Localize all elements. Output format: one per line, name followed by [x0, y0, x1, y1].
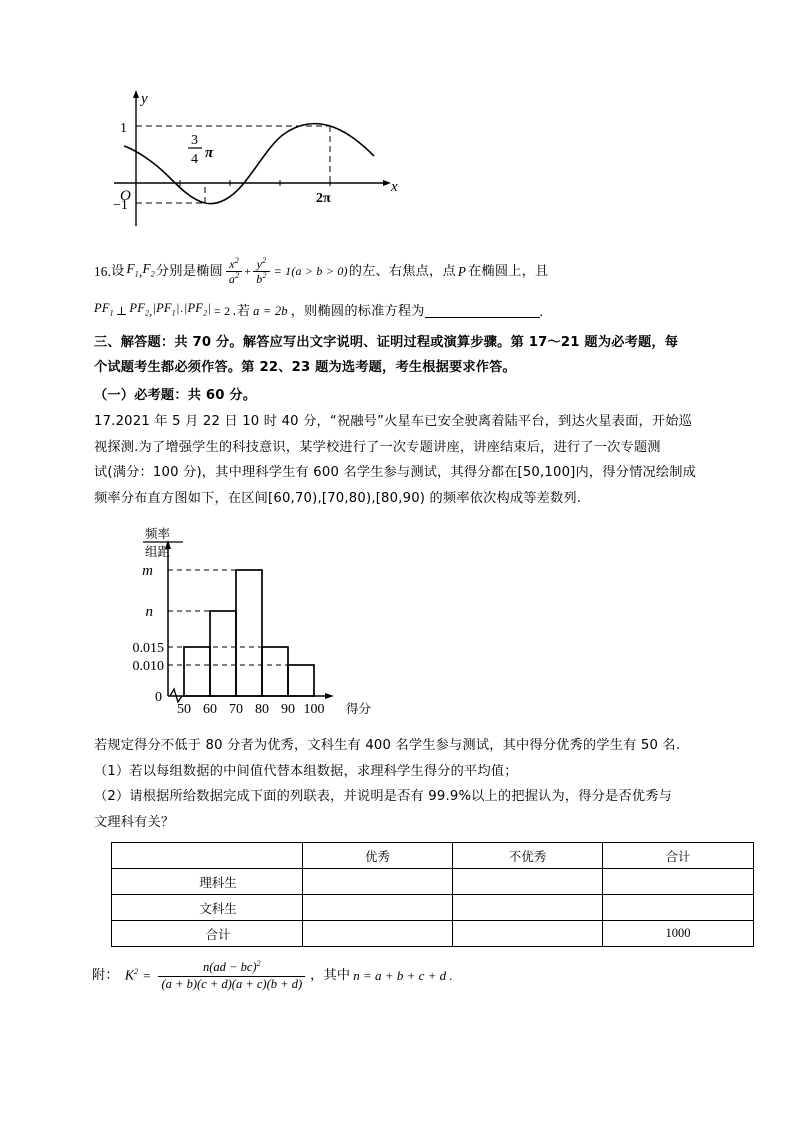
q17-part-1: （1）若以每组数据的中间值代替本组数据，求理科学生得分的平均值； [94, 763, 518, 779]
q16-text-d: 在椭圆上，且 [468, 263, 549, 279]
q16-text-ruo: .若 [232, 303, 251, 319]
histogram-bar-80-90 [262, 647, 288, 696]
x-axis-arrow [383, 180, 391, 186]
q17-part-2-line-1: （2）请根据所给数据完成下面的列联表，并说明是否有 99.9%以上的把握认为，得分是否优秀与 [94, 789, 672, 804]
x-tick-2pi-label: 2π [316, 191, 331, 206]
table-row [112, 895, 754, 921]
histogram-ytick-n: n [145, 604, 153, 620]
table-col-header-total: 合计 [603, 843, 754, 869]
histogram-xtick-60: 60 [203, 702, 217, 717]
section-3-subheading: （一）必考题：共 60 分。 [94, 388, 257, 403]
x-tick-3-numerator: 3 [191, 133, 198, 148]
q16-text-a: 设 [111, 263, 125, 279]
footnote-equals: = [143, 967, 151, 983]
table-row [112, 921, 754, 947]
q16-frac-x2-a2: $\frac{x^2}{a^2}$ [226, 257, 242, 286]
histogram-origin-label: 0 [155, 690, 162, 705]
table-row-label-total: 合计 [112, 921, 303, 947]
histogram-svg [120, 524, 420, 724]
x-tick-4-denominator: 4 [191, 152, 198, 167]
footnote-n-definition: n = a + b + c + d [353, 967, 447, 983]
question-17-continued [94, 733, 734, 835]
q16-text-standard-eq: ，则椭圆的标准方程为 [290, 303, 425, 319]
q16-line-1: 16. 设 $F_1$ , $F_2$ 分别是椭圆 $\frac{x^2}{a^2}$ + $\frac{y^2}{b^2}$ = 1(a > b > 0) 的左、右焦点，点 P 在椭圆上，且 [94, 255, 549, 286]
x-tick-pi-unit: π [205, 145, 214, 161]
q17-line-1: 17.2021 年 5 月 22 日 10 时 40 分，“祝融号”火星车已安全驶离着陆平台，到达火星表面，开始巡 [94, 414, 693, 429]
sine-curve-figure [108, 84, 408, 234]
q16-ellipse-equation [224, 257, 348, 286]
q16-abs-pf1: $|PF_1|$ [152, 301, 180, 318]
histogram-xtick-90: 90 [281, 702, 295, 717]
histogram-xtick-50: 50 [177, 702, 191, 717]
table-corner-cell [112, 843, 303, 869]
histogram-xtick-80: 80 [255, 702, 269, 717]
q17-line-3: 试(满分：100 分)，其中理科学生有 600 名学生参与测试，其得分都在[50,100]内，得分情况绘制成 [94, 465, 696, 480]
q16-pf1-perp: $PF_1$ [94, 301, 114, 318]
q16-text-b: 分别是椭圆 [155, 263, 223, 279]
footnote-k-squared: $K^2$ [124, 966, 139, 984]
histogram-figure [120, 524, 420, 724]
table-row [112, 869, 754, 895]
table-cell[interactable] [453, 869, 603, 895]
footnote-formula [92, 960, 452, 991]
histogram-xtick-100: 100 [303, 702, 325, 717]
sine-curve-path [124, 124, 374, 204]
histogram-x-arrow [325, 693, 334, 699]
table-cell[interactable] [603, 869, 754, 895]
q16-abs-pf2: $|PF_2|$ [183, 301, 211, 318]
x-axis-label: x [391, 179, 398, 195]
table-cell[interactable] [453, 921, 603, 947]
q16-answer-blank[interactable] [425, 304, 540, 318]
histogram-ytick-m: m [142, 563, 153, 579]
origin-label: O [120, 188, 131, 204]
histogram-xtick-70: 70 [229, 702, 243, 717]
table-cell[interactable] [303, 869, 453, 895]
histogram-ytick-0010: 0.010 [132, 659, 164, 674]
q16-number: 16. [94, 263, 112, 279]
table-row-label-science: 理科生 [112, 869, 303, 895]
footnote-k-fraction [158, 960, 305, 991]
table-cell-grand-total[interactable]: 1000 [603, 921, 754, 947]
footnote-where-label: 其中 [323, 968, 351, 984]
question-17-statement [94, 409, 734, 511]
q17-line-2: 视探测.为了增强学生的科技意识，某学校进行了一次专题讲座，讲座结束后，进行了一次专题测 [94, 439, 661, 455]
histogram-bar-90-100 [288, 665, 314, 696]
table-col-header-not-excellent: 不优秀 [453, 843, 603, 869]
q16-product-value: = 2 [213, 303, 231, 318]
q16-a-eq-2b: a = 2b [253, 303, 288, 318]
q16-point-p: P [457, 263, 467, 279]
footnote-denominator: (a + b)(c + d)(a + c)(b + d) [158, 976, 305, 992]
section-3-heading-line-1: 三、解答题：共 70 分。解答应写出文字说明、证明过程或演算步骤。第 17～21 题为必考题，每 [94, 335, 679, 350]
y-tick-neg1-label: −1 [113, 198, 128, 213]
sine-curve-svg [108, 84, 408, 234]
q17-after-chart: 若规定得分不低于 80 分者为优秀，文科生有 400 名学生参与测试，其中得分优秀的学生有 50 名. [94, 738, 681, 753]
footnote-numerator: n(ad − bc)$^2$ [203, 959, 261, 975]
table-cell[interactable] [303, 921, 453, 947]
histogram-bar-60-70 [210, 611, 236, 696]
histogram-bar-70-80 [236, 570, 262, 696]
table-cell[interactable] [453, 895, 603, 921]
footnote-period: . [449, 967, 453, 983]
q16-line-2: $PF_1$ ⊥ $PF_2$ , $|PF_1|$ · $|PF_2|$ = 2 .若 a = 2b ，则椭圆的标准方程为 . [94, 298, 734, 324]
contingency-table [111, 842, 754, 947]
footnote-comma: ， [310, 968, 324, 984]
table-row-label-liberal-arts: 文科生 [112, 895, 303, 921]
contingency-table-wrapper [111, 842, 754, 947]
y-axis-arrow [133, 90, 139, 98]
footnote-prefix: 附： [92, 968, 119, 984]
table-header-row [112, 843, 754, 869]
table-cell[interactable] [303, 895, 453, 921]
q16-plus: + [244, 263, 252, 278]
histogram-ylabel-top: 频率 [145, 526, 171, 541]
histogram-xlabel: 得分 [346, 701, 372, 716]
table-cell[interactable] [603, 895, 754, 921]
section-3-heading [94, 330, 734, 380]
q16-pf2: $PF_2$ [129, 301, 150, 318]
q16-text-c: 的左、右焦点，点 [348, 263, 456, 279]
q16-eq-condition: = 1(a > b > 0) [273, 263, 348, 278]
y-tick-1-label: 1 [120, 121, 127, 136]
q16-f1: $F_1$ [126, 260, 139, 279]
histogram-ytick-0015: 0.015 [132, 641, 164, 656]
question-16 [94, 255, 734, 324]
histogram-ylabel-bottom: 组距 [145, 544, 171, 559]
q16-period: . [539, 303, 544, 319]
q17-line-4: 频率分布直方图如下，在区间[60,70),[70,80),[80,90) 的频率依次构成等差数列. [94, 490, 582, 506]
histogram-bar-50-60 [184, 647, 210, 696]
table-col-header-excellent: 优秀 [303, 843, 453, 869]
q16-frac-y2-b2: $\frac{y^2}{b^2}$ [253, 257, 269, 286]
q16-f2: $F_2$ [142, 260, 155, 279]
section-3-heading-line-2: 个试题考生都必须作答。第 22、23 题为选考题，考生根据要求作答。 [94, 360, 516, 375]
q17-part-2-line-2: 文理科有关？ [94, 814, 175, 830]
y-axis-label: y [141, 91, 148, 107]
q16-perp-symbol: ⊥ [115, 303, 128, 318]
